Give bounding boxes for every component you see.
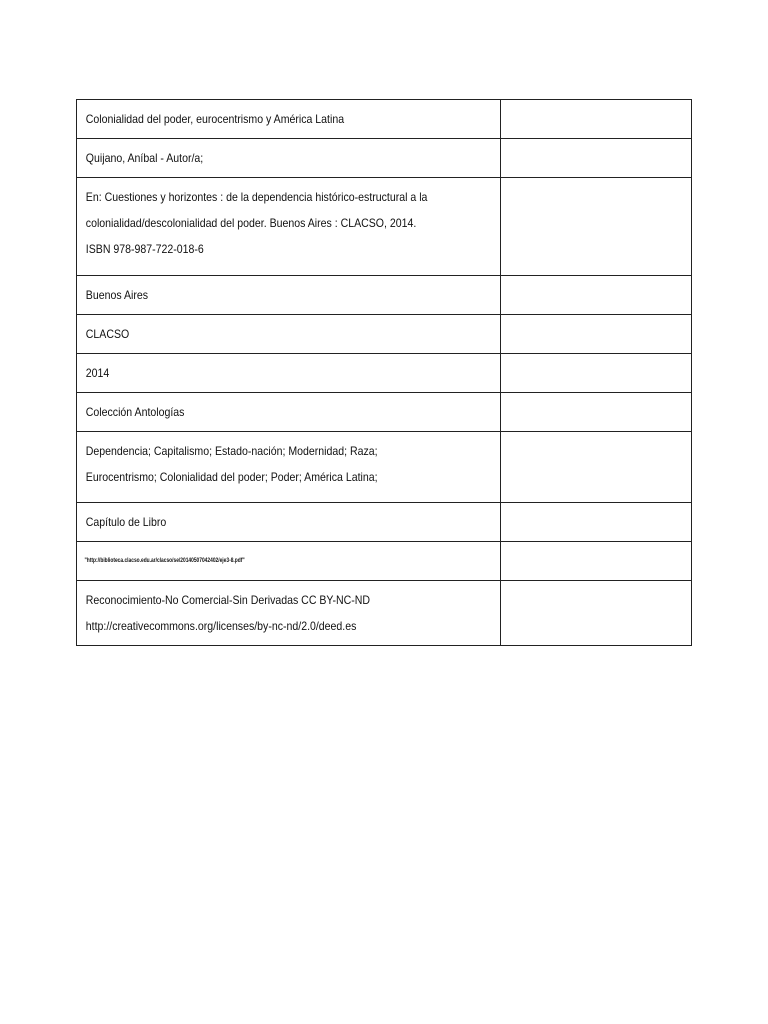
empty-cell [500,178,691,276]
source-cell [77,178,501,276]
row-publisher [77,315,692,354]
source-line-1: En: Cuestiones y horizontes : de la dependencia histórico-estructural a la [85,190,428,204]
empty-cell [500,276,691,315]
author-cell [77,139,501,178]
year-text: 2014 [85,366,110,380]
collection-cell [77,393,501,432]
empty-cell [500,315,691,354]
year-cell [77,354,501,393]
source-text [77,178,515,268]
city-cell [77,276,501,315]
license-line-1: Reconocimiento-No Comercial-Sin Derivadas CC BY-NC-ND [85,593,371,607]
row-license [77,581,692,646]
publisher-cell [77,315,501,354]
type-cell [77,503,501,542]
empty-cell [500,432,691,503]
url-cell [77,542,501,581]
keywords-line-2: Eurocentrismo; Colonialidad del poder; Poder; América Latina; [85,470,378,484]
license-line-2: http://creativecommons.org/licenses/by-nc-nd/2.0/deed.es [85,619,357,633]
empty-cell [500,503,691,542]
source-line-2: colonialidad/descolonialidad del poder. Buenos Aires : CLACSO, 2014. [85,216,417,230]
row-year [77,354,692,393]
title-text: Colonialidad del poder, eurocentrismo y América Latina [85,112,345,126]
row-collection [77,393,692,432]
row-city [77,276,692,315]
license-cell [77,581,501,646]
empty-cell [500,542,691,581]
url-text: "http://biblioteca.clacso.edu.ar/clacso/se/20140507042402/eje3-8.pdf" [84,557,245,564]
record-table [76,99,692,646]
row-url [77,542,692,581]
source-line-3: ISBN 978-987-722-018-6 [85,242,204,256]
empty-cell [500,354,691,393]
empty-cell [500,581,691,646]
license-text [77,581,515,645]
row-source [77,178,692,276]
collection-text: Colección Antologías [85,405,185,419]
keywords-cell [77,432,501,503]
city-text: Buenos Aires [85,288,149,302]
type-text: Capítulo de Libro [85,515,167,529]
publisher-text: CLACSO [85,327,130,341]
author-text: Quijano, Aníbal - Autor/a; [85,151,204,165]
row-author [77,139,692,178]
title-cell [77,100,501,139]
keywords-line-1: Dependencia; Capitalismo; Estado-nación; Modernidad; Raza; [85,444,378,458]
keywords-text [77,432,515,496]
empty-cell [500,139,691,178]
empty-cell [500,393,691,432]
row-keywords [77,432,692,503]
row-title [77,100,692,139]
empty-cell [500,100,691,139]
row-type [77,503,692,542]
